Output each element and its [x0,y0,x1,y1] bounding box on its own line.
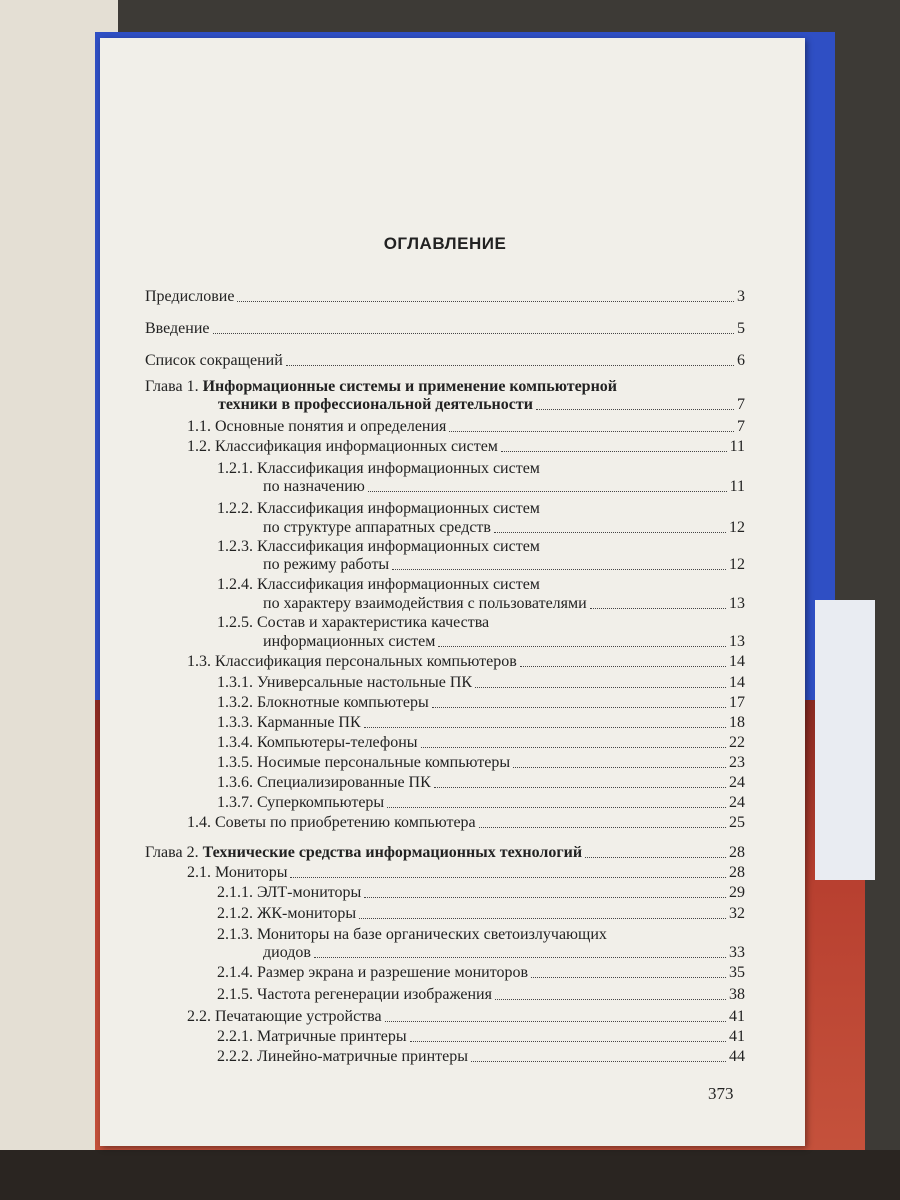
toc-entry[interactable]: Предисловие 3 [145,288,745,305]
toc-entry[interactable]: 2.1.2. ЖК-мониторы 32 [217,905,745,922]
toc-entry[interactable]: 1.3.2. Блокнотные компьютеры 17 [217,694,745,711]
toc-entry[interactable]: техники в профессиональной деятельности 7 [218,396,745,413]
toc-entry[interactable]: 2.1.5. Частота регенерации изображения 38 [217,986,745,1003]
page-number: 373 [708,1084,734,1103]
toc-entry[interactable]: 1.2.2. Классификация информационных систем [217,500,540,517]
toc-entry[interactable]: 2.1.3. Мониторы на базе органических светоизлучающих [217,926,607,943]
toc-entry[interactable]: 2.1. Мониторы 28 [187,864,745,881]
toc-entry[interactable]: Список сокращений 6 [145,352,745,369]
toc-entry[interactable]: информационных систем 13 [263,633,745,650]
toc-entry[interactable]: 1.4. Советы по приобретению компьютера 25 [187,814,745,831]
toc-entry[interactable]: 1.2.5. Состав и характеристика качества [217,614,490,631]
toc-entry[interactable]: 1.2. Классификация информационных систем 11 [187,438,745,455]
toc-entry[interactable]: 2.2. Печатающие устройства 41 [187,1008,745,1025]
toc-entry[interactable]: по назначению 11 [263,478,745,495]
toc-entry[interactable]: 1.3.1. Универсальные настольные ПК 14 [217,674,745,691]
toc-entry[interactable]: по структуре аппаратных средств 12 [263,519,745,536]
toc-entry[interactable]: 1.2.4. Классификация информационных систем [217,576,540,593]
toc-entry[interactable]: Введение 5 [145,320,745,337]
book-page [100,38,805,1146]
toc-entry[interactable]: 2.2.2. Линейно-матричные принтеры 44 [217,1048,745,1065]
toc-entry[interactable]: 2.1.1. ЭЛТ-мониторы 29 [217,884,745,901]
toc-entry[interactable]: 1.3.4. Компьютеры-телефоны 22 [217,734,745,751]
toc-entry[interactable]: 2.1.4. Размер экрана и разрешение мониторов 35 [217,964,745,981]
toc-entry[interactable]: 2.2.1. Матричные принтеры 41 [217,1028,745,1045]
toc-title: ОГЛАВЛЕНИЕ [383,234,507,253]
book-cover-white-stripe [815,600,875,880]
toc-entry[interactable]: по характеру взаимодействия с пользователями 13 [263,595,745,612]
toc-entry[interactable]: 1.1. Основные понятия и определения 7 [187,418,745,435]
toc-entry[interactable]: 1.3.7. Суперкомпьютеры 24 [217,794,745,811]
toc-entry[interactable]: диодов 33 [263,944,745,961]
toc-entry[interactable]: 1.3.6. Специализированные ПК 24 [217,774,745,791]
toc-chapter-2[interactable]: Глава 2. Технические средства информационных технологий 28 [145,844,745,861]
toc-entry[interactable]: по режиму работы 12 [263,556,745,573]
toc-entry[interactable]: 1.2.1. Классификация информационных систем [217,460,540,477]
toc-chapter-1[interactable]: Глава 1. Информационные системы и применение компьютерной [145,378,618,395]
toc-entry[interactable]: 1.3. Классификация персональных компьютеров 14 [187,653,745,670]
toc-entry[interactable]: 1.3.3. Карманные ПК 18 [217,714,745,731]
toc-entry[interactable]: 1.2.3. Классификация информационных систем [217,538,540,555]
table-surface [0,1150,900,1200]
toc-entry[interactable]: 1.3.5. Носимые персональные компьютеры 23 [217,754,745,771]
